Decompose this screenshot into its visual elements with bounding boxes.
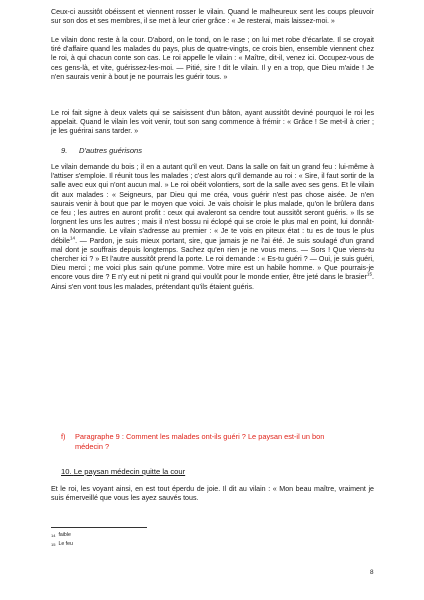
section-9-heading <box>61 146 142 155</box>
paragraph-4-part-c: . Ainsi s'en vont tous les malades, prétendant qu'ils étaient guéris. <box>51 273 374 291</box>
question-f <box>61 432 361 452</box>
paragraph-4-part-a: Le vilain demande du bois ; il en a autant qu'il en veut. Dans la salle on fait un grand feu : lui-même à l'attiser s'emploie. Il réunit tous les malades ; c'est alors qu'il demande au roi : « Sire, il faut sortir de la salle avec eux qui n'ont aucun mal. » Le roi obéit volontiers, sort de la salle avec ses gens. Et le vilain dit aux malades : « Seigneurs, par Dieu qui me créa, vous guérir n'est pas chose aisée. Je n'en saurais venir à bout que par le moyen que voici. Je vais choisir le plus malade, qu'on le brûlera dans ce feu ; les autres en auront profit : ceux qui avaleront sa cendre tout aussitôt seront guéris. » Ils se lorgnent les uns les autres ; mais il n'est bossu ni éclopé qui se croie le plus mal en point, lui donnât-on la Normandie. Le vilain s'adresse au premier : « Je te vois en piteux état : tu es de tous le plus débile <box>51 163 374 245</box>
footnote-ref-15[interactable]: 15 <box>366 272 373 278</box>
section-9-number: 9. <box>61 146 68 155</box>
section-9-title: D'autres guérisons <box>79 146 143 155</box>
paragraph-4-part-b: . — Pardon, je suis mieux portant, sire, que jamais je ne l'ai été. Je suis soulagé d'un grand mal dont je souffrais depuis longtemps. Sachez qu'en rien je ne vous mens. — Sors ! Que viens-tu chercher ici ? » Et l'autre aussitôt prend la porte. Le roi demande : « Es-tu guéri ? — Oui, je suis guéri, Dieu merci ; me voici plus sain qu'une pomme. Votre mire est un habile homme. » Que pourrais-je encore vous dire ? E n'y eut ni petit ni grand qui voulût pour le monde entier, être jeté dans le brasier <box>51 236 374 282</box>
question-text-line1: Paragraphe 9 : Comment les malades ont-ils guéri ? Le paysan est-il un bon <box>75 432 325 441</box>
footnote-divider <box>51 527 147 528</box>
footnote-ref-14[interactable]: 14 <box>69 235 76 241</box>
section-10-number: 10. <box>61 467 72 476</box>
section-10-heading <box>61 467 185 476</box>
section-10-title: Le paysan médecin quitte la cour <box>73 467 186 476</box>
footnote-14-text: faible <box>58 532 71 538</box>
footnote-15 <box>51 541 73 548</box>
paragraph-5: Et le roi, les voyant ainsi, en est tout éperdu de joie. Il dit au vilain : « Mon beau maître, vraiment je suis émerveillé que vous les ayez sauvés tous. <box>51 485 374 503</box>
paragraph-1: Ceux-ci aussitôt obéissent et viennent rosser le vilain. Quand le malheureux sent les coups pleuvoir sur son dos et ses membres, il se met à leur crier grâce : « Je resterai, mais laissez-moi. » <box>51 8 374 26</box>
page-number: 8 <box>370 569 374 576</box>
paragraph-4 <box>51 163 374 292</box>
question-text-line2: médecin ? <box>75 442 110 451</box>
question-label: f) <box>61 432 66 441</box>
paragraph-2: Le vilain donc reste à la cour. D'abord, on le tond, on le rase ; on lui met robe d'écarlate. Il se croyait tiré d'affaire quand les malades du pays, plus de quatre-vingts, ce crois bien, ensemble viennent chez le roi, à qui chacun conte son cas. Le roi appelle le vilain : « Maître, dit-il, venez ici. Occupez-vous de ces gens-là, et vite, guérissez-les-moi. — Pitié, sire ! dit le vilain. Il y en a trop, que Dieu m'aide ! Je n'en saurais venir à bout je ne pourrais les guérir tous. » <box>51 36 374 81</box>
footnote-15-number: 15 <box>51 542 56 547</box>
footnote-14 <box>51 532 71 539</box>
footnote-15-text: Le feu <box>58 541 73 547</box>
footnote-14-number: 14 <box>51 533 56 538</box>
paragraph-3: Le roi fait signe à deux valets qui se saisissent d'un bâton, ayant aussitôt deviné pourquoi le roi les appelait. Quand le vilain les voit venir, tout son sang commence à frémir : « Grâce ! Se met-il à crier ; je les guérirai sans tarder. » <box>51 109 374 136</box>
